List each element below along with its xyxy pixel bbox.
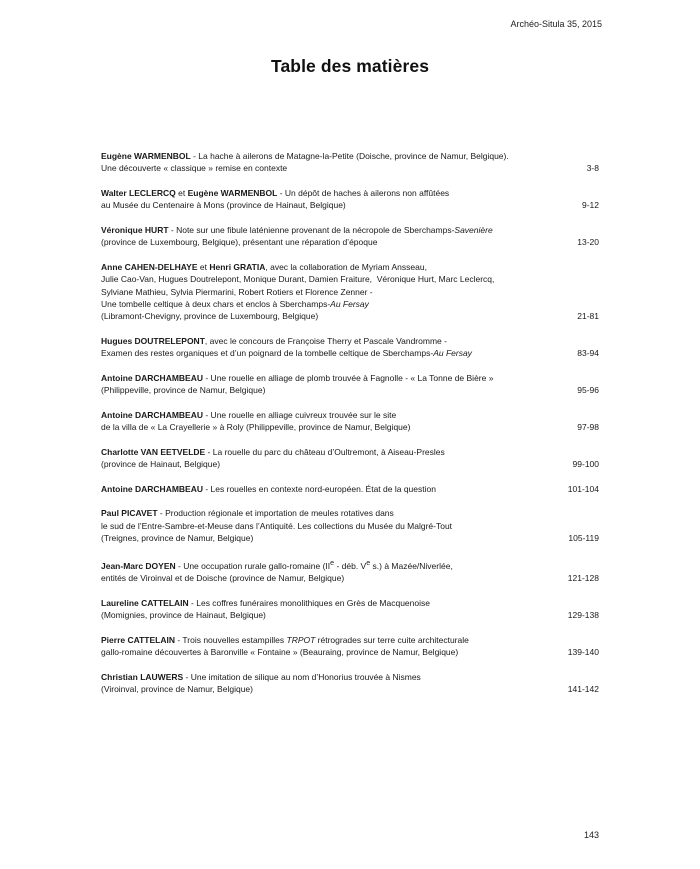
- toc-entry: [101, 261, 599, 322]
- toc-entry: [101, 409, 599, 434]
- toc-entry-text: Walter LECLERCQ et Eugène WARMENBOL - Un dépôt de haches à ailerons non affûtées au Musée du Centenaire à Mons (province de Hainaut, Belgique): [101, 187, 450, 211]
- toc-entry-text: Hugues DOUTRELEPONT, avec le concours de Françoise Therry et Pascale Vandromme - Examen des restes organiques et d’un poignard de la tombelle celtique de Sberchamps-Au Fersay: [101, 335, 472, 359]
- toc-entry: [101, 224, 599, 249]
- toc-entry: [101, 671, 599, 696]
- toc-entry-pages: 83-94: [577, 348, 599, 359]
- toc-entry: [101, 507, 599, 544]
- toc-entry: [101, 335, 599, 360]
- toc-entry-text: Antoine DARCHAMBEAU - Les rouelles en contexte nord-européen. État de la question: [101, 483, 436, 494]
- toc-entry-pages: 139-140: [567, 646, 599, 657]
- toc-entry-text: Antoine DARCHAMBEAU - Une rouelle en alliage cuivreux trouvée sur le site de la villa de « La Crayellerie » à Roly (Philippeville, province de Namur, Belgique): [101, 409, 411, 433]
- toc-entry-pages: 99-100: [572, 459, 599, 470]
- page-title: Table des matières: [270, 56, 430, 76]
- toc-entry: [101, 483, 599, 495]
- toc-entry-pages: 95-96: [577, 385, 599, 396]
- toc-entry-text: Eugène WARMENBOL - La hache à ailerons de Matagne-la-Petite (Doische, province de Namur, Belgique). Une découverte « classique » remise en contexte: [101, 151, 509, 174]
- toc-entry-pages: 129-138: [567, 609, 599, 620]
- toc-entry-pages: 9-12: [581, 200, 599, 211]
- toc-entry: [101, 372, 599, 397]
- toc-entry-text: Paul PICAVET - Production régionale et importation de meules rotatives dans le sud de l’Entre-Sambre-et-Meuse dans l’Antiquité. Les collections du Musée du Malgré-Tout (Treignes, province de Namur, Belgique): [101, 508, 453, 544]
- page-number: 143: [583, 830, 599, 840]
- toc-entry-text: Charlotte VAN EETVELDE - La rouelle du parc du château d’Oultremont, à Aiseau-Presles (province de Hainaut, Belgique): [101, 446, 445, 470]
- toc-entry-pages: 13-20: [577, 237, 599, 248]
- toc-entry-text: Christian LAUWERS - Une imitation de silique au nom d’Honorius trouvée à Nismes (Viroinval, province de Namur, Belgique): [101, 671, 421, 694]
- toc-entry: [101, 446, 599, 471]
- toc-entry: [101, 187, 599, 212]
- toc-entry: [101, 634, 599, 659]
- toc-entry-text: Anne CAHEN-DELHAYE et Henri GRATIA, avec la collaboration de Myriam Ansseau, Julie Cao-Van, Hugues Doutrelepont, Monique Durant, Damien Fraiture, Véronique Hurt, Marc Leclercq, Sylviane Mathieu, Sylvia Piermarini, Robert Rotiers et Florence Zenner - Une tombelle celtique à deux chars et enclos à Sberchamps-Au Fersay (Libramont-Chevigny, province de Luxembourg, Belgique): [101, 261, 495, 322]
- toc-entry-text: Pierre CATTELAIN - Trois nouvelles estampilles TRPOT rétrogrades sur terre cuite architecturale gallo-romaine découvertes à Baronville « Fontaine » (Beauraing, province de Namur, Belgique): [101, 634, 469, 657]
- toc-entry: [101, 597, 599, 622]
- toc-entry: [101, 557, 599, 584]
- toc-entry-text: Véronique HURT - Note sur une fibule laténienne provenant de la nécropole de Sberchamps-Savenière (province de Luxembourg, Belgique), présentant une réparation d’époque: [101, 224, 493, 248]
- toc-entry-pages: 21-81: [577, 311, 599, 322]
- toc-entry-pages: 105-119: [568, 533, 599, 544]
- toc-entry-text: Laureline CATTELAIN - Les coffres funéraires monolithiques en Grès de Macquenoise (Momignies, province de Hainaut, Belgique): [101, 597, 430, 620]
- table-of-contents: [101, 150, 599, 708]
- toc-entry-pages: 141-142: [567, 683, 599, 694]
- toc-entry-pages: 3-8: [586, 163, 599, 174]
- running-head: Archéo-Situla 35, 2015: [510, 19, 602, 29]
- toc-entry: [101, 150, 599, 175]
- toc-entry-text: Jean-Marc DOYEN - Une occupation rurale gallo-romaine (IIe - déb. Ve s.) à Mazée/Niverlée, entités de Viroinval et de Doische (province de Namur, Belgique): [101, 558, 453, 583]
- toc-entry-pages: 97-98: [577, 422, 599, 433]
- toc-entry-pages: 101-104: [567, 483, 599, 494]
- toc-entry-text: Antoine DARCHAMBEAU - Une rouelle en alliage de plomb trouvée à Fagnolle - « La Tonne de Bière » (Philippeville, province de Namur, Belgique): [101, 372, 494, 396]
- toc-entry-pages: 121-128: [567, 572, 599, 583]
